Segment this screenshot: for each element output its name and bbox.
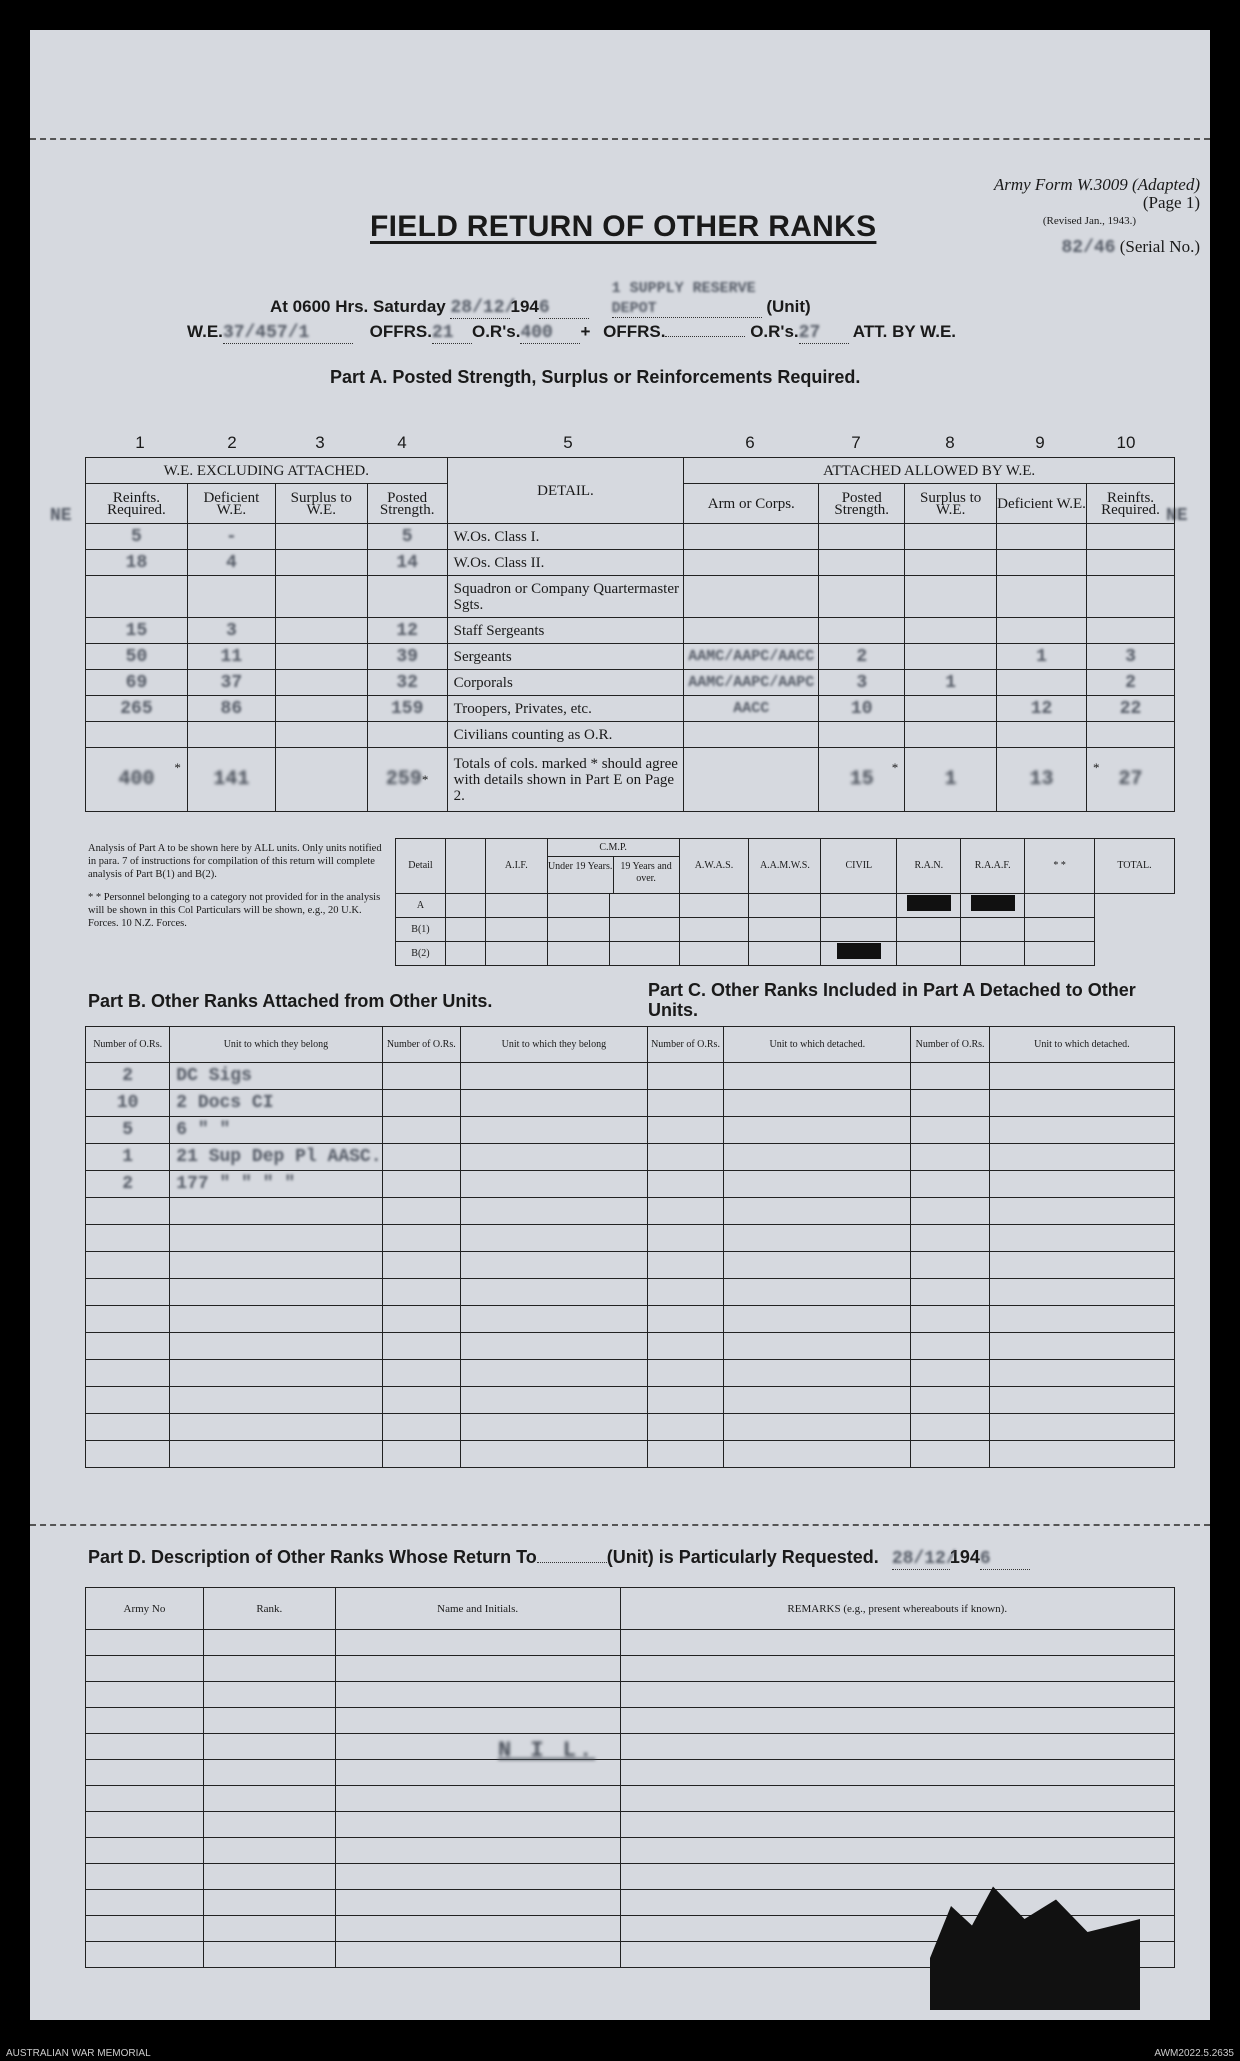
part-d-row xyxy=(86,1630,1175,1656)
b-entry-unit: 21 Sup Dep Pl AASC. xyxy=(176,1147,382,1167)
totals-label: Totals of cols. marked * should agree with details shown in Part E on Page 2. xyxy=(447,748,684,812)
cmp-header: C.M.P. xyxy=(548,839,679,857)
analysis-row xyxy=(396,918,1175,942)
analysis-col-raaf: R.A.A.F. xyxy=(961,839,1025,894)
cell-posted: 39 xyxy=(396,646,418,667)
analysis-row-label: B(1) xyxy=(396,918,446,942)
cell-a-posted: 2 xyxy=(856,646,868,667)
cell-posted: 32 xyxy=(396,672,418,693)
part-d-row xyxy=(86,1656,1175,1682)
col-arm-header: Arm or Corps. xyxy=(684,484,819,524)
analysis-col-19over: 19 Years and over. xyxy=(620,861,672,884)
cell-a-posted: 10 xyxy=(850,698,873,719)
d-col-name: Name and Initials. xyxy=(335,1588,620,1630)
analysis-table xyxy=(395,838,1175,966)
cell-arm: AAMC/AAPC/AACC xyxy=(688,648,815,665)
cell-def: 11 xyxy=(220,646,243,667)
b-entry-num: 5 xyxy=(122,1120,134,1140)
part-a-row xyxy=(86,670,1175,696)
part-bc-row xyxy=(86,1090,1175,1117)
c-col-num-2: Number of O.Rs. xyxy=(911,1027,990,1063)
part-d-row xyxy=(86,1682,1175,1708)
column-number: 3 xyxy=(315,433,325,452)
cell-def: - xyxy=(225,526,237,547)
star-mark: * xyxy=(891,760,899,775)
cell-def: 86 xyxy=(220,698,243,719)
part-d-row xyxy=(86,1734,1175,1760)
d-col-rank: Rank. xyxy=(203,1588,335,1630)
analysis-col-other: * * xyxy=(1025,839,1095,894)
offrs-value: 21 xyxy=(431,323,454,343)
part-d-row xyxy=(86,1708,1175,1734)
redaction-block xyxy=(907,895,951,911)
cell-a-def: 12 xyxy=(1030,698,1053,719)
cell-a-posted: 3 xyxy=(856,672,868,693)
row-detail: Squadron or Company Quartermaster Sgts. xyxy=(447,576,684,618)
analysis-note-1: Analysis of Part A to be shown here by ALL units. Only units notified in para. 7 of instructions for compilation of this return will complete analysis of Part B(1) and B(2). xyxy=(88,843,382,880)
army-form-line1: Army Form W.3009 (Adapted) xyxy=(993,175,1200,194)
part-c-title xyxy=(648,980,1168,1020)
b-col-num-2: Number of O.Rs. xyxy=(382,1027,461,1063)
serial-label: (Serial No.) xyxy=(1119,237,1200,256)
column-number: 6 xyxy=(745,433,755,452)
redaction-block xyxy=(837,943,881,959)
star-mark: * xyxy=(1093,760,1100,775)
row-detail: W.Os. Class I. xyxy=(447,524,684,550)
star-mark: * xyxy=(174,760,181,775)
part-d-row xyxy=(86,1812,1175,1838)
total-reinf: 400 xyxy=(118,768,155,791)
c-col-num-1: Number of O.Rs. xyxy=(647,1027,724,1063)
column-number: 1 xyxy=(135,433,145,452)
col-surplus-header: Surplus to W.E. xyxy=(275,484,367,524)
b-entry-num: 2 xyxy=(122,1066,134,1086)
part-bc-row xyxy=(86,1306,1175,1333)
analysis-note-2: * * Personnel belonging to a category not provided for in the analysis will be shown in this Col Particulars will be shown, e.g., 20 U.K. Forces. 10 N.Z. Forces. xyxy=(88,892,381,929)
row-detail: Staff Sergeants xyxy=(447,618,684,644)
part-d-year-suffix: 6 xyxy=(979,1549,991,1569)
year-prefix: 194 xyxy=(510,297,539,316)
b-entry-unit: 2 Docs CI xyxy=(176,1093,274,1113)
cell-reinf: 5 xyxy=(131,526,142,547)
part-d-title-line xyxy=(88,1547,1030,1570)
b-entry-num: 1 xyxy=(122,1147,134,1167)
we-value: 37/457/1 xyxy=(222,323,310,343)
part-bc-row xyxy=(86,1117,1175,1144)
total-deficient: 141 xyxy=(213,768,250,791)
part-a-table xyxy=(85,457,1175,812)
part-b-title: Part B. Other Ranks Attached from Other Units. xyxy=(88,991,493,1011)
part-d-row xyxy=(86,1760,1175,1786)
b-entry-num: 2 xyxy=(122,1174,134,1194)
part-d-title-end: (Unit) is Particularly Requested. xyxy=(606,1547,879,1567)
column-number: 2 xyxy=(227,433,237,452)
column-number: 8 xyxy=(945,433,955,452)
cell-posted: 12 xyxy=(396,620,418,641)
cell-a-reinf: 2 xyxy=(1125,672,1136,693)
ors-label: O.R's. xyxy=(471,322,521,341)
b-entry-unit: 177 " " " " xyxy=(176,1174,296,1194)
perforation-middle xyxy=(30,1524,1210,1526)
part-d-title: Part D. Description of Other Ranks Whose Return To xyxy=(88,1547,537,1567)
part-bc-row xyxy=(86,1198,1175,1225)
footer-archive: AUSTRALIAN WAR MEMORIAL xyxy=(6,2048,151,2059)
we-label: W.E. xyxy=(187,322,223,341)
plus-sign: + xyxy=(580,322,591,341)
att-label: ATT. BY W.E. xyxy=(852,322,957,341)
part-bc-row xyxy=(86,1279,1175,1306)
detail-header: DETAIL. xyxy=(447,458,684,524)
row-detail: Troopers, Privates, etc. xyxy=(447,696,684,722)
nil-entry: N I L. xyxy=(498,1738,596,1763)
cell-def: 4 xyxy=(225,552,237,573)
ors2-label: O.R's. xyxy=(750,322,799,341)
part-d-row xyxy=(86,1786,1175,1812)
page-title: FIELD RETURN OF OTHER RANKS xyxy=(370,210,877,243)
cell-a-def: 1 xyxy=(1036,646,1047,667)
cell-arm: AACC xyxy=(733,700,770,717)
analysis-col-awas: A.W.A.S. xyxy=(679,839,749,894)
totals-row xyxy=(86,748,1175,812)
serial-value: 82/46 xyxy=(1061,238,1116,258)
col-att-reinf-header: Reinfts. Required. xyxy=(1087,484,1175,524)
at-label: At 0600 Hrs. Saturday xyxy=(270,297,446,316)
part-d-date: 28/12/ xyxy=(891,1549,957,1569)
perforation-top xyxy=(30,138,1210,140)
cell-def: 3 xyxy=(225,620,237,641)
part-a-row xyxy=(86,550,1175,576)
col-reinf-header: Reinfts. Required. xyxy=(86,484,188,524)
column-number: 9 xyxy=(1035,433,1045,452)
d-col-army-no: Army No xyxy=(86,1588,204,1630)
part-d-row xyxy=(86,1864,1175,1890)
part-bc-row xyxy=(86,1252,1175,1279)
analysis-col-total: TOTAL. xyxy=(1095,839,1175,894)
analysis-col-aif: A.I.F. xyxy=(485,839,547,894)
part-d-row xyxy=(86,1838,1175,1864)
part-a-row xyxy=(86,644,1175,670)
analysis-col-aamws: A.A.M.W.S. xyxy=(749,839,821,894)
part-a-title: Part A. Posted Strength, Surplus or Reinforcements Required. xyxy=(330,367,861,387)
side-mark-right: NE xyxy=(1166,506,1188,526)
cell-posted: 5 xyxy=(401,526,413,547)
analysis-detail-header: Detail xyxy=(396,839,446,894)
footer-ref: AWM2022.5.2635 xyxy=(1154,2048,1234,2059)
analysis-row xyxy=(396,942,1175,966)
part-bc-table xyxy=(85,1026,1175,1468)
cell-reinf: 15 xyxy=(125,620,148,641)
analysis-notes xyxy=(88,842,388,930)
col-att-surplus-header: Surplus to W.E. xyxy=(905,484,997,524)
total-att-posted: 15 xyxy=(849,768,874,791)
cell-def: 37 xyxy=(220,672,243,693)
analysis-row-label: A xyxy=(396,894,446,918)
row-detail: Civilians counting as O.R. xyxy=(447,722,684,748)
part-bc-row xyxy=(86,1063,1175,1090)
b-col-unit-1: Unit to which they belong xyxy=(170,1027,382,1063)
cell-a-reinf: 22 xyxy=(1119,698,1142,719)
part-a-row xyxy=(86,696,1175,722)
army-form-id xyxy=(994,176,1200,257)
cell-posted: 14 xyxy=(396,552,418,573)
group-right-header: ATTACHED ALLOWED BY W.E. xyxy=(684,458,1175,484)
col-att-posted-header: Posted Strength. xyxy=(819,484,905,524)
date-value: 28/12/ xyxy=(450,298,516,318)
part-a-row xyxy=(86,618,1175,644)
analysis-col-under19: Under 19 Years. xyxy=(548,857,614,893)
star-mark: * xyxy=(421,772,429,787)
row-detail: Corporals xyxy=(447,670,684,696)
column-number: 5 xyxy=(563,433,573,452)
total-att-surplus: 1 xyxy=(944,768,957,791)
army-form-page: (Page 1) xyxy=(1142,193,1200,212)
column-number: 10 xyxy=(1116,433,1136,452)
total-att-reinf: 27 xyxy=(1118,768,1143,791)
c-col-unit-1: Unit to which detached. xyxy=(724,1027,911,1063)
b-entry-num: 10 xyxy=(116,1093,139,1113)
side-mark-left: NE xyxy=(50,506,72,526)
col-att-deficient-header: Deficient W.E. xyxy=(997,484,1087,524)
col-deficient-header: Deficient W.E. xyxy=(187,484,275,524)
part-d-year-prefix: 194 xyxy=(949,1547,980,1567)
part-bc-row xyxy=(86,1333,1175,1360)
cell-reinf: 50 xyxy=(125,646,148,667)
part-bc-row xyxy=(86,1441,1175,1468)
part-bc-row xyxy=(86,1225,1175,1252)
part-a-row xyxy=(86,524,1175,550)
analysis-row-label: B(2) xyxy=(396,942,446,966)
b-col-num-1: Number of O.Rs. xyxy=(86,1027,170,1063)
row-detail: Sergeants xyxy=(447,644,684,670)
cell-posted: 159 xyxy=(390,698,424,719)
analysis-row xyxy=(396,894,1175,918)
total-att-deficient: 13 xyxy=(1029,768,1054,791)
part-bc-row xyxy=(86,1360,1175,1387)
part-a-row xyxy=(86,576,1175,618)
cell-a-reinf: 3 xyxy=(1125,646,1136,667)
row-detail: W.Os. Class II. xyxy=(447,550,684,576)
b-col-unit-2: Unit to which they belong xyxy=(461,1027,648,1063)
revised-date: (Revised Jan., 1943.) xyxy=(1042,215,1136,227)
analysis-col-ran: R.A.N. xyxy=(897,839,961,894)
offrs2-label: OFFRS. xyxy=(603,322,666,341)
group-left-header: W.E. EXCLUDING ATTACHED. xyxy=(86,458,448,484)
part-bc-row xyxy=(86,1387,1175,1414)
cell-reinf: 69 xyxy=(125,672,148,693)
offrs-label: OFFRS. xyxy=(369,322,432,341)
redaction-block xyxy=(971,895,1015,911)
cell-a-surp: 1 xyxy=(945,672,957,693)
part-bc-row xyxy=(86,1144,1175,1171)
we-line xyxy=(187,322,956,344)
at-line xyxy=(270,277,811,319)
c-col-unit-2: Unit to which detached. xyxy=(989,1027,1174,1063)
cell-arm: AAMC/AAPC/AAPC xyxy=(688,674,815,691)
b-entry-unit: DC Sigs xyxy=(176,1066,252,1086)
column-number: 7 xyxy=(851,433,861,452)
part-a-row xyxy=(86,722,1175,748)
ors-value: 400 xyxy=(520,323,553,343)
ors2-value: 27 xyxy=(798,323,821,343)
total-posted: 259 xyxy=(385,768,422,791)
part-bc-row xyxy=(86,1171,1175,1198)
unit-value: 1 SUPPLY RESERVE DEPOT xyxy=(611,280,756,317)
part-c-title-text: Part C. Other Ranks Included in Part A Detached to Other Units. xyxy=(648,980,1136,1020)
column-number: 4 xyxy=(397,433,407,452)
cell-reinf: 18 xyxy=(125,552,148,573)
cell-reinf: 265 xyxy=(120,698,153,719)
part-bc-row xyxy=(86,1414,1175,1441)
d-col-remarks: REMARKS (e.g., present whereabouts if known). xyxy=(620,1588,1175,1630)
b-entry-unit: 6 " " xyxy=(176,1120,231,1140)
year-suffix: 6 xyxy=(538,298,550,318)
analysis-col-civil: CIVIL xyxy=(821,839,897,894)
col-posted-header: Posted Strength. xyxy=(367,484,447,524)
unit-label: (Unit) xyxy=(766,297,811,316)
